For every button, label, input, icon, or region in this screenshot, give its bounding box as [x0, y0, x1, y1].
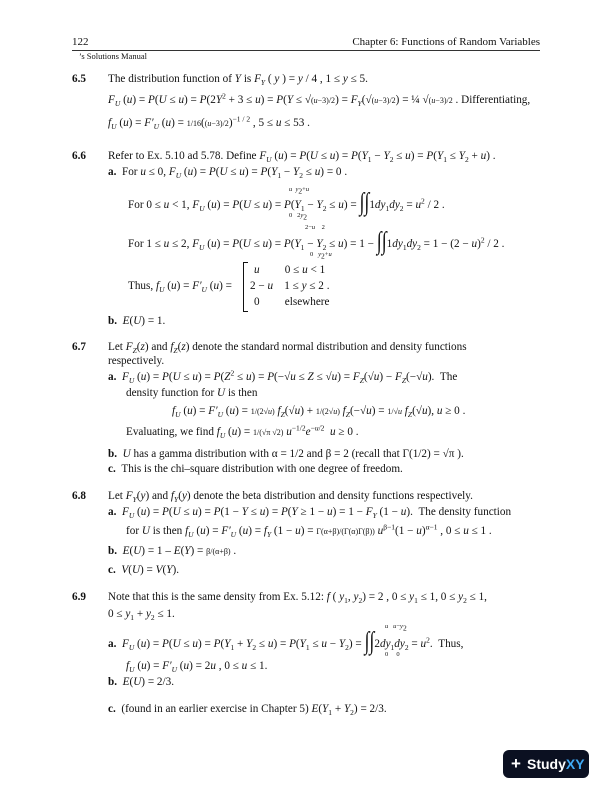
p67-line-6: c. This is the chi–square distribution with one degree of freedom.	[108, 463, 403, 475]
p67-line-2b: density function for U is then	[126, 387, 258, 399]
p69-limit-upper: u $u-y_2$	[385, 623, 407, 633]
p68-line-3: for U is then $f_U$ $(u) = F'_U$ $(u) = f_Y$ (1 − u) = Γ(α+β)/(Γ(α)Γ(β)) $u^{\beta-1}(1 - u)^{\alpha-1}$ , 0 ≤ u ≤ 1 .	[126, 522, 492, 540]
p65-line-1: The distribution function of Y is $F_Y$ ( y ) = y / 4 , 1 ≤ y ≤ 5.	[108, 73, 368, 88]
piecewise-brace	[243, 262, 248, 312]
p69-line-3: a. $F_U$ $(u) = P(U \le u) = P(Y_1 + Y_2 \le u) = P(Y_1 \le u - Y_2) = \int\int 2dy_1dy_2 = u^2$. Thus,	[108, 626, 464, 655]
p66-line-2: a. For u ≤ 0, $F_U$ $(u) = P(U \le u) = P(Y_1 - Y_2 \le u) = 0$ .	[108, 166, 348, 181]
p67-line-4: Evaluating, we find $f_U$ (u) = 1/(√π √2) $u^{-1/2}e^{-u/2}$ u ≥ 0 .	[126, 423, 359, 441]
p66-limit-lower-1: 0 $2y_2$	[289, 212, 308, 222]
p66-limit-upper-2: 2−u 2	[305, 224, 325, 231]
p68-line-5: c. V(U) = V(Y).	[108, 564, 180, 576]
p65-line-2: $F_U$ $(u) = P(U \le u) = P(2Y^2 + 3 \le u) = P(Y \le √(u-3)/2) = F_Y(√(u-3)/2)$ = ¼ √(u−3)/2 . Differentiating,	[108, 91, 531, 109]
p67-line-1b: respectively.	[108, 355, 165, 367]
problem-number-6-9: 6.9	[72, 591, 86, 603]
problem-number-6-8: 6.8	[72, 490, 86, 502]
logo-text: StudyXY	[527, 756, 585, 772]
p69-line-2: $0 \le y_1 + y_2 \le 1$.	[108, 608, 175, 623]
page-header	[72, 36, 540, 51]
p67-line-5: b. U has a gamma distribution with α = 1/2 and β = 2 (recall that Γ(1/2) = √π ).	[108, 448, 464, 460]
p66-line-5: Thus, $f_U$ $(u) = F'_U$ (u) =	[128, 280, 232, 295]
plus-icon: +	[511, 754, 521, 773]
p68-line-2: a. $F_U$ $(u) = P(U \le u) = P(1 - Y \le u) = P(Y \ge 1 - u) = 1 - F_Y$ (1 − u). The density function	[108, 506, 512, 521]
page-number: 122	[72, 36, 89, 48]
p69-line-5: b. E(U) = 2/3.	[108, 676, 175, 688]
piecewise-row-2: 2 − u 1 ≤ y ≤ 2 .	[250, 280, 330, 292]
p68-line-1: Let $F_Y(y)$ and $f_Y(y)$ denote the beta distribution and density functions respectively.	[108, 490, 473, 505]
manual-subtitle: ’s Solutions Manual	[79, 51, 148, 61]
p69-line-1: Note that this is the same density from Ex. 5.12: f ( $y_1$, $y_2) = 2$ , $0 \le y_1 \le 1$, $0 \le y_2 \le 1$,	[108, 591, 487, 606]
p66-line-3: For 0 ≤ u < 1, $F_U$ $(u) = P(U \le u) = P(Y_1 - Y_2 \le u) = \int\int 1dy_1dy_2 = u^2 / 2$ .	[128, 187, 445, 216]
p69-line-4: $f_U$ $(u) = F'_U$ (u) = 2u , 0 ≤ u ≤ 1.	[126, 660, 268, 675]
p66-line-4: For 1 ≤ u ≤ 2, $F_U$ $(u) = P(U \le u) = P(Y_1 - Y_2 \le u) = 1 - \int\int 1dy_1dy_2 = 1 - (2 - u)^2 / 2$ .	[128, 226, 505, 255]
p69-limit-lower: 0 0	[385, 651, 400, 658]
studyxy-logo	[503, 750, 589, 778]
problem-number-6-5: 6.5	[72, 73, 86, 85]
p69-line-6: c. (found in an earlier exercise in Chapter 5) $E(Y_1 + Y_2) = 2/3$.	[108, 703, 387, 718]
p66-limit-lower-2: 0 $y_2+u$	[310, 251, 332, 261]
p67-line-1: Let $F_Z(z)$ and $f_Z(z)$ denote the standard normal distribution and density functions	[108, 341, 467, 356]
piecewise-row-1: u 0 ≤ u < 1	[254, 264, 326, 276]
problem-number-6-7: 6.7	[72, 341, 86, 353]
p66-line-1: Refer to Ex. 5.10 ad 5.78. Define $F_U$ $(u) = P(U \le u) = P(Y_1 - Y_2 \le u) = P(Y_1 \le Y_2 + u)$ .	[108, 150, 496, 165]
p67-line-3: $f_U$ $(u) = F'_U$ (u) = 1/(2√u) $f_Z(√u) + 1/(2√u) f_Z(-√u) = 1/√u$ $f_Z(√u)$, u ≥ 0 .	[172, 405, 466, 420]
p65-line-3: $f_U$ $(u) = F'_U$ $(u) = 1/16((u-3)/2)^{-1 / 2}$ , 5 ≤ u ≤ 53 .	[108, 114, 310, 132]
p66-limit-upper-1: u $y_2+u$	[289, 186, 310, 196]
p67-line-2: a. $F_U$ $(u) = P(U \le u) = P(Z^2 \le u) = P(-√u \le Z \le √u) = F_Z(√u) - F_Z(-√u)$. The	[108, 368, 458, 386]
piecewise-row-3: 0 elsewhere	[254, 296, 330, 308]
chapter-title: Chapter 6: Functions of Random Variables	[352, 36, 540, 48]
p66-line-6: b. E(U) = 1.	[108, 315, 166, 327]
problem-number-6-6: 6.6	[72, 150, 86, 162]
p68-line-4: b. E(U) = 1 – E(Y) = β/(α+β) .	[108, 545, 237, 557]
